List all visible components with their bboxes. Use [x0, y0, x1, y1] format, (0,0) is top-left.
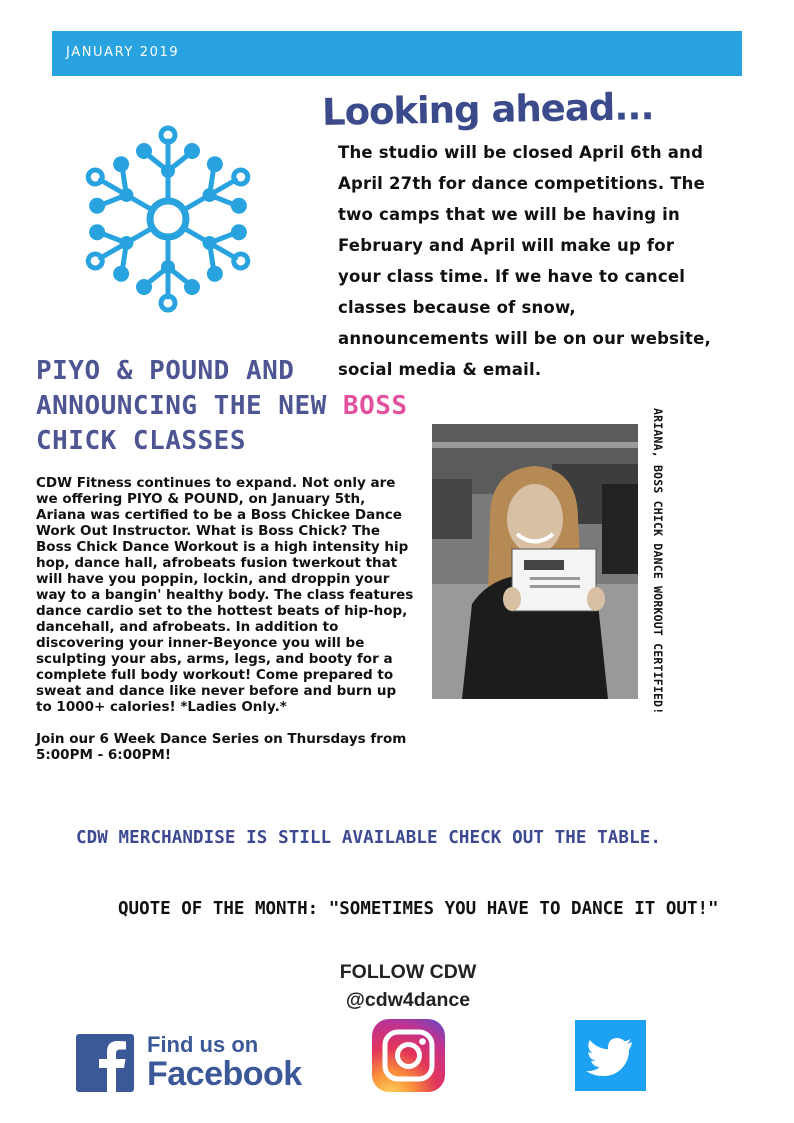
piyo-heading-line1: PIYO & POUND AND [36, 356, 295, 386]
snowflake-icon [73, 124, 263, 314]
ariana-photo [432, 424, 638, 699]
newsletter-date: JANUARY 2019 [66, 45, 180, 60]
piyo-heading-accent: BOSS [342, 391, 408, 421]
follow-title: FOLLOW CDW [339, 961, 477, 983]
piyo-heading-line2a: ANNOUNCING THE NEW [36, 391, 343, 421]
looking-ahead-body: The studio will be closed April 6th and April 27th for dance competitions. The two camps that we will be having in February and April will make up for your class time. If we have to cancel classes because of snow, announcements will be on our website, social media & email. [338, 143, 711, 379]
facebook-icon[interactable] [76, 1034, 136, 1092]
piyo-body [36, 475, 416, 763]
looking-ahead-title: Looking ahead... [321, 85, 654, 134]
instagram-icon[interactable] [372, 1019, 445, 1092]
merch-notice: CDW MERCHANDISE IS STILL AVAILABLE CHECK OUT THE TABLE. [76, 828, 661, 848]
piyo-heading-line3: CHICK CLASSES [36, 426, 246, 456]
header-bar [52, 31, 742, 76]
piyo-paragraph-2: Join our 6 Week Dance Series on Thursdays from 5:00PM - 6:00PM! [36, 731, 407, 763]
follow-handle: @cdw4dance [345, 989, 471, 1011]
quote-of-month: QUOTE OF THE MONTH: "SOMETIMES YOU HAVE TO DANCE IT OUT!" [118, 899, 719, 919]
piyo-paragraph-1: CDW Fitness continues to expand. Not only are we offering PIYO & POUND, on January 5th, Ariana was certified to be a Boss Chickee Dance Work Out Instructor. What is Boss Chick? The Boss Chick Dance Workout is a high intensity hip hop, dance hall, afrobeats fusion twerkout that will have you poppin, lockin, and droppin your way to a bangin' healthy body. The class features dance cardio set to the hottest beats of hip-hop, dancehall, and afrobeats. In addition to discovering your inner-Beyonce you will be sculpting your abs, arms, legs, and booty for a complete full body workout! Come prepared to sweat and dance like never before and burn up to 1000+ calories! *Ladies Only.* [36, 475, 414, 715]
piyo-heading-line2 [36, 389, 426, 424]
facebook-find-text[interactable]: Find us on [147, 1032, 259, 1057]
photo-caption-text: ARIANA, BOSS CHICK DANCE WORKOUT CERTIFIED! [651, 408, 665, 715]
facebook-word[interactable]: Facebook [147, 1055, 302, 1093]
follow-block [297, 958, 519, 1014]
twitter-icon[interactable] [575, 1020, 646, 1091]
photo-caption [651, 408, 665, 720]
piyo-heading [36, 354, 426, 459]
